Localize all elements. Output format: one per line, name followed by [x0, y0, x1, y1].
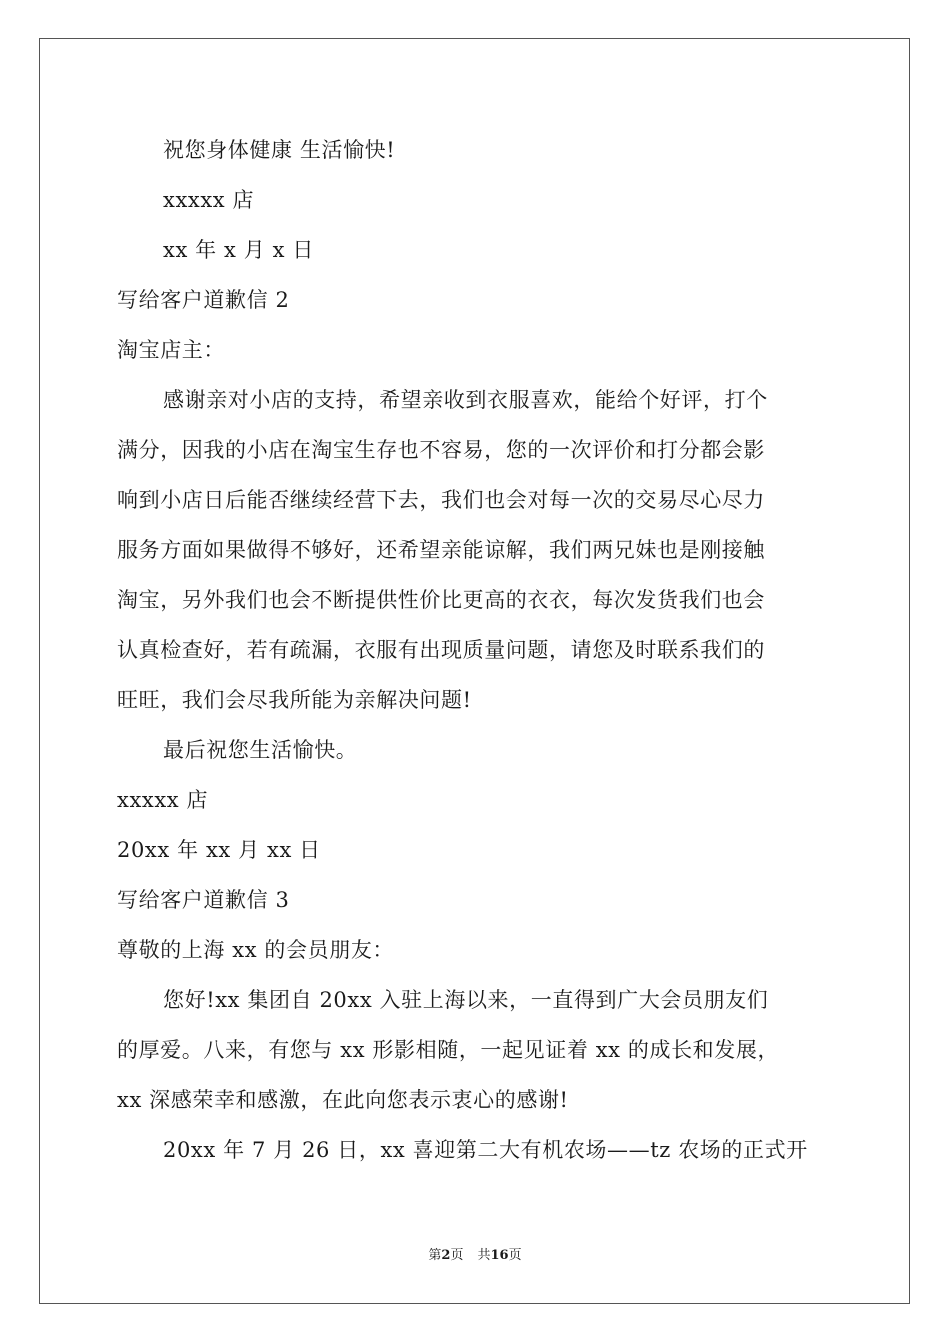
total-suffix: 页 [508, 1248, 522, 1263]
page-footer [0, 1247, 950, 1265]
body-line: xx 深感荣幸和感激，在此向您表示衷心的感谢! [117, 1088, 569, 1112]
body-line: 您好!xx 集团自 20xx 入驻上海以来，一直得到广大会员朋友们 [163, 988, 769, 1012]
body-line: 20xx 年 7 月 26 日，xx 喜迎第二大有机农场——tz 农场的正式开 [163, 1138, 808, 1162]
section-title: 写给客户道歉信 3 [117, 888, 290, 912]
letter-date: xx 年 x 月 x 日 [163, 238, 314, 262]
letter-date: 20xx 年 xx 月 xx 日 [117, 838, 321, 862]
page-current: 2 [441, 1248, 451, 1263]
body-line: 满分，因我的小店在淘宝生存也不容易，您的一次评价和打分都会影 [117, 438, 765, 462]
signer: xxxxx 店 [117, 788, 209, 812]
body-line: 服务方面如果做得不够好，还希望亲能谅解，我们两兄妹也是刚接触 [117, 538, 765, 562]
section-title: 写给客户道歉信 2 [117, 288, 290, 312]
closing-line: 最后祝您生活愉快。 [163, 738, 358, 762]
body-line: 感谢亲对小店的支持，希望亲收到衣服喜欢，能给个好评，打个 [163, 388, 768, 412]
salutation: 尊敬的上海 xx 的会员朋友： [117, 938, 395, 962]
body-line: 旺旺，我们会尽我所能为亲解决问题! [117, 688, 472, 712]
closing-wish: 祝您身体健康 生活愉快! [163, 138, 396, 162]
body-line: 的厚爱。八来，有您与 xx 形影相随，一起见证着 xx 的成长和发展， [117, 1038, 780, 1062]
total-prefix: 共 [477, 1248, 491, 1263]
page-suffix: 页 [450, 1248, 464, 1263]
body-line: 认真检查好，若有疏漏，衣服有出现质量问题，请您及时联系我们的 [117, 638, 765, 662]
page-total: 16 [490, 1248, 509, 1263]
page-prefix: 第 [428, 1248, 442, 1263]
body-line: 淘宝，另外我们也会不断提供性价比更高的衣衣，每次发货我们也会 [117, 588, 765, 612]
signer: xxxxx 店 [163, 188, 255, 212]
salutation: 淘宝店主： [117, 338, 225, 362]
body-line: 响到小店日后能否继续经营下去，我们也会对每一次的交易尽心尽力 [117, 488, 765, 512]
